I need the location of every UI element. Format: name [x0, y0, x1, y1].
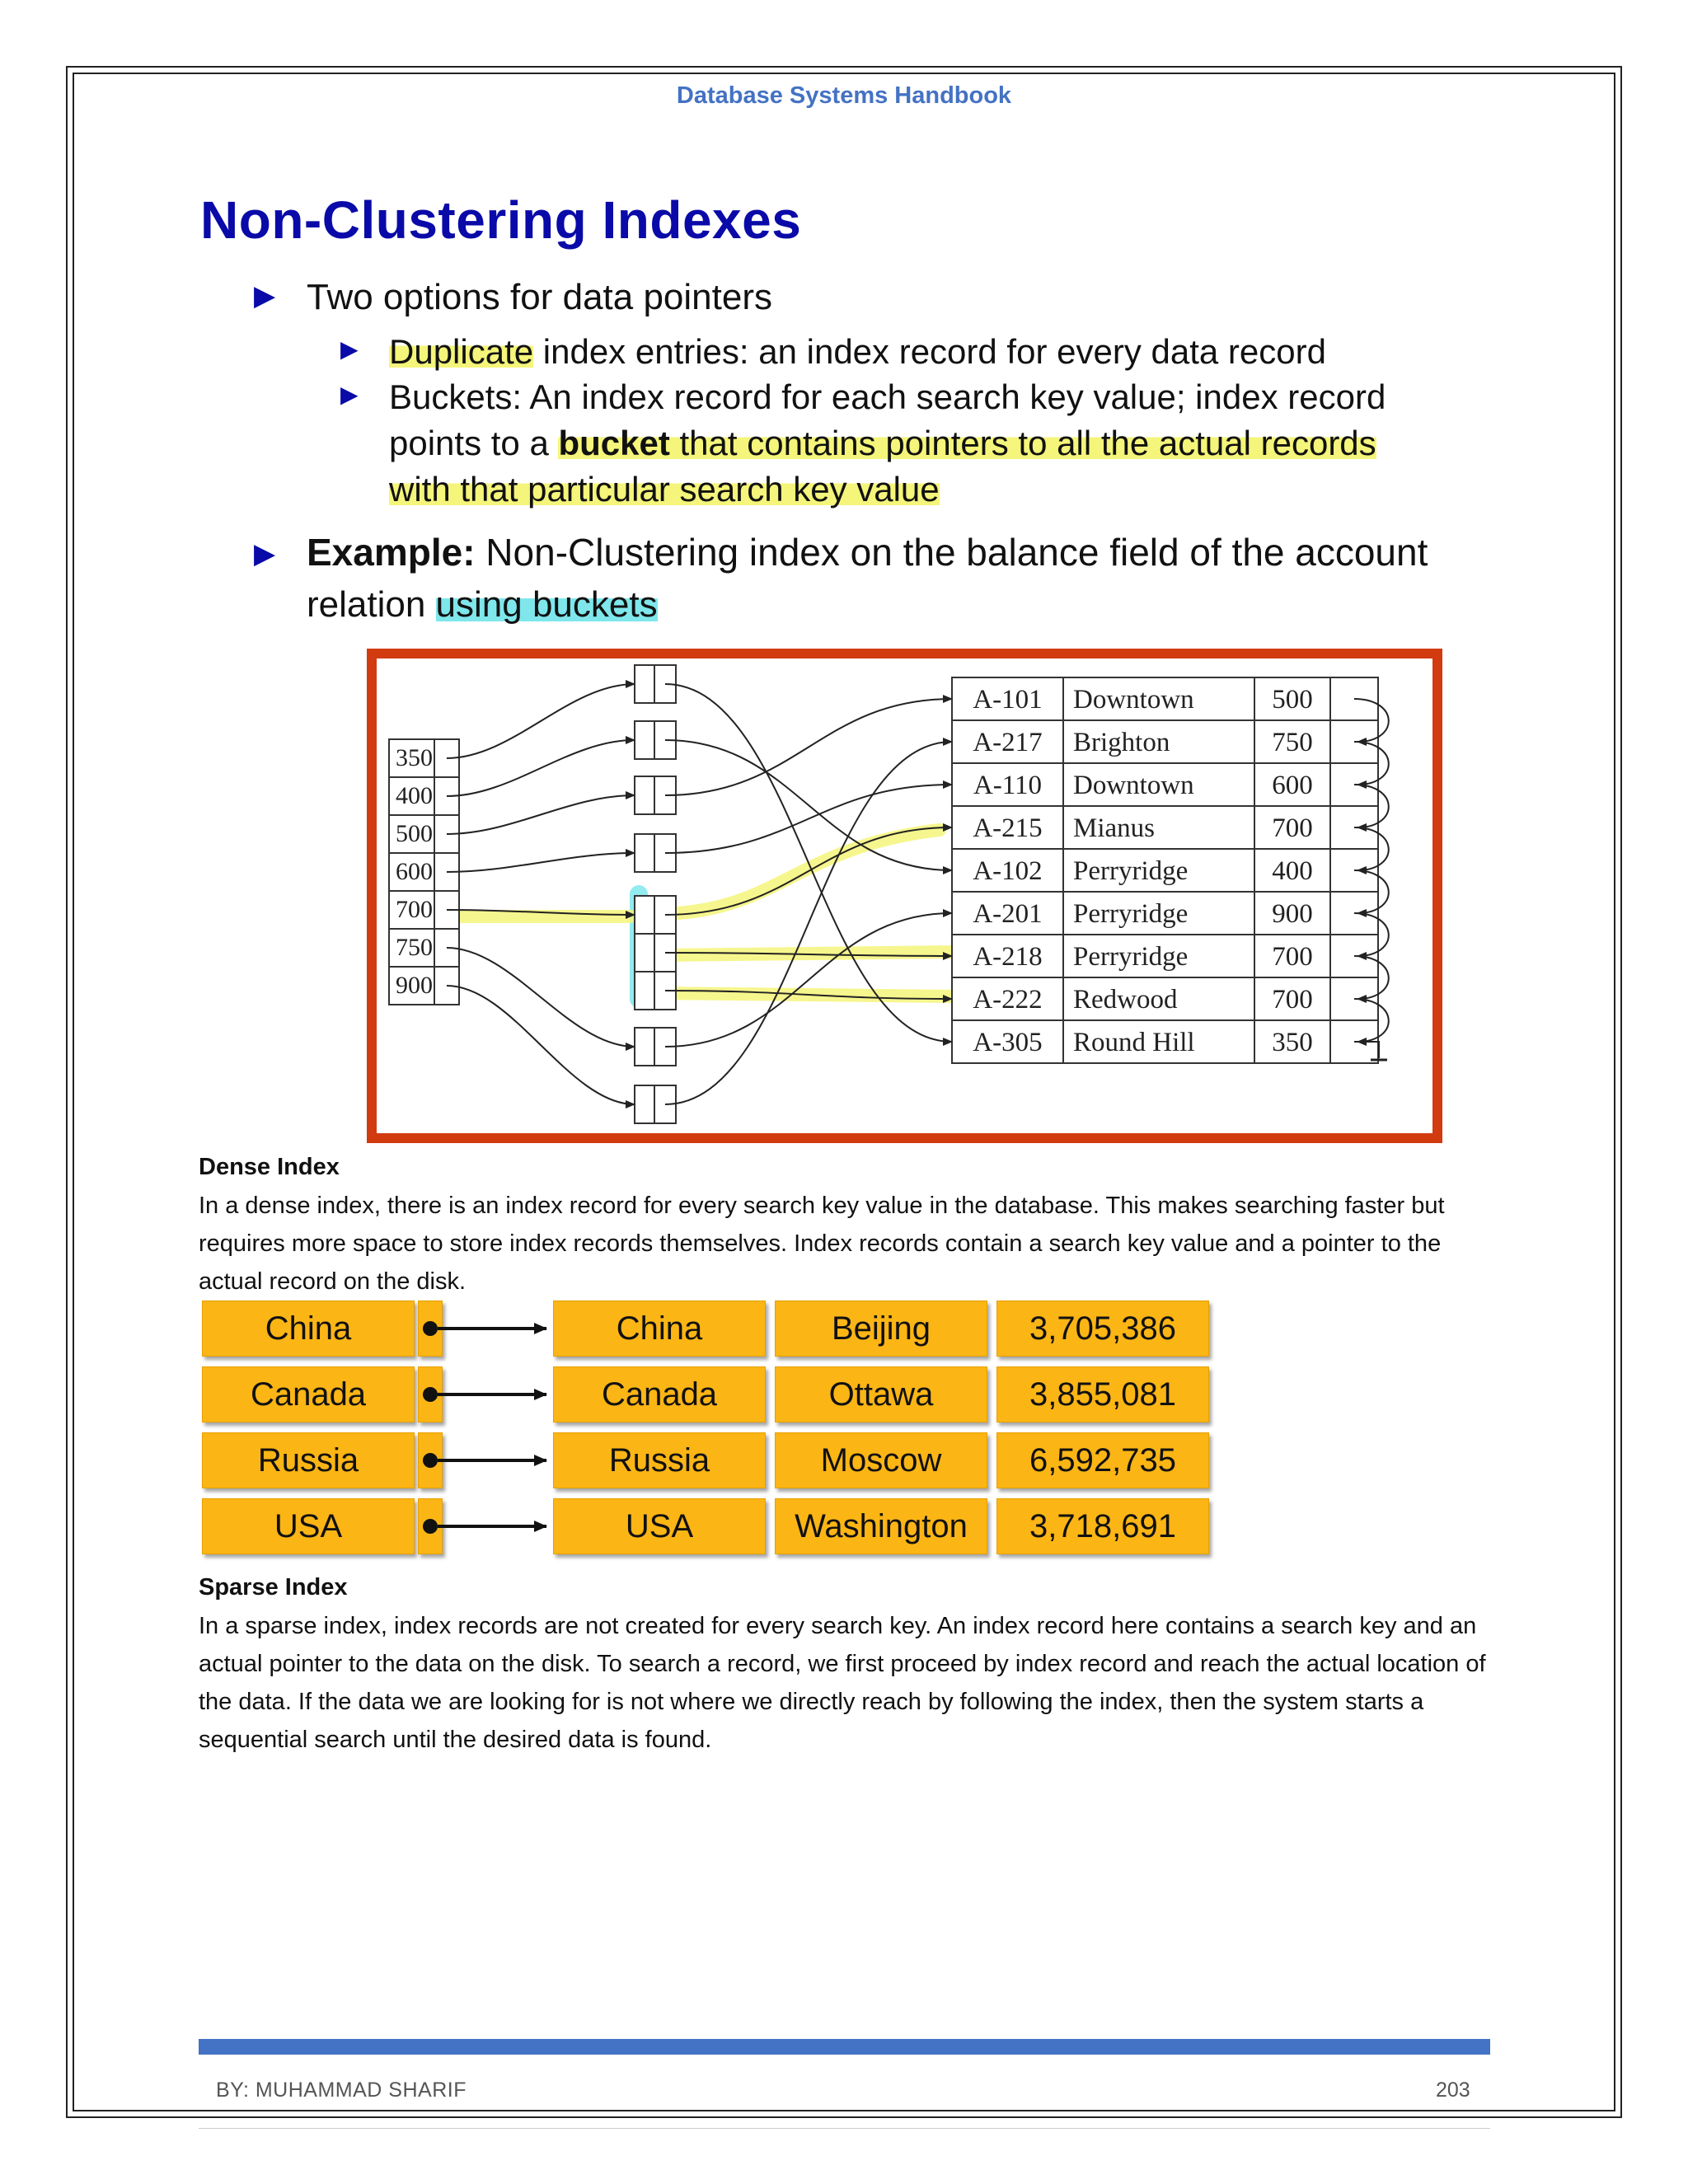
sub-bullet-duplicate [389, 329, 1326, 375]
sub-bullet-buckets-line2 [389, 420, 1376, 466]
dense-index-key: China [202, 1301, 415, 1357]
bucket-cell [635, 972, 654, 1010]
record-branch: Perryridge [1073, 899, 1189, 929]
record-balance: 750 [1272, 728, 1313, 757]
bullet-options: Two options for data pointers [307, 277, 772, 317]
sparse-index-text: In a sparse index, index records are not created for every search key. An index record here contains a search key and an actual pointer to the data on the disk. To search a record, we first proceed by index record and reach the actual location of the data. If the data we are looking for is not where we directly reach by following the index, then the system starts a sequential search until the desired data is found. [199, 1613, 1486, 1753]
dense-index-key: USA [202, 1498, 415, 1554]
example-label: Example: [307, 531, 476, 574]
bucket-cell [635, 721, 654, 759]
pointer-dot [423, 1321, 438, 1336]
bucket-cell [635, 934, 654, 972]
record-branch: Redwood [1073, 985, 1178, 1015]
dense-record-capital: Beijing [775, 1301, 987, 1357]
record-id: A-218 [973, 942, 1043, 972]
sub-bullet-buckets-pre: points to a [389, 424, 559, 462]
sub-bullet-buckets-line1: Buckets: An index record for each search key value; index record [389, 377, 1386, 416]
index-key-label: 500 [396, 820, 433, 847]
index-key-label: 350 [396, 744, 433, 771]
example-text: Non-Clustering index on the balance field of the account [475, 531, 1428, 574]
account-file [952, 677, 1378, 1063]
dense-record-country: USA [553, 1498, 766, 1554]
bucket-cell [635, 896, 654, 934]
bucket-cell [635, 776, 654, 814]
dense-record-country: Russia [553, 1432, 766, 1488]
slide-title: Non-Clustering Indexes [200, 190, 802, 250]
dense-index-text: In a dense index, there is an index record for every search key value in the database. This makes searching faster but requires more space to store index records themselves. Index records contain a search key value and a pointer to the actual record on the disk. [199, 1193, 1445, 1295]
dense-record-value: 3,855,081 [996, 1366, 1209, 1422]
bucket-cell [635, 1028, 654, 1066]
dense-arrows [202, 1301, 1216, 1564]
record-balance: 600 [1272, 771, 1313, 800]
sub-bullet-triangle-icon: ▶ [340, 382, 359, 407]
dense-record-country: China [553, 1301, 766, 1357]
bucket-index-diagram [367, 649, 1442, 1143]
bucket-bold: bucket [558, 424, 670, 462]
page-number: 203 [1436, 2079, 1470, 2102]
dense-record-value: 6,592,735 [996, 1432, 1209, 1488]
highlight-using-buckets: using buckets [435, 584, 658, 625]
record-branch: Brighton [1073, 728, 1170, 757]
record-id: A-305 [973, 1028, 1043, 1057]
index-key-label: 750 [396, 934, 433, 961]
bottom-rule [199, 2128, 1490, 2129]
index-key-label: 600 [396, 858, 433, 885]
sub-bullet-duplicate-text: index entries: an index record for every data record [533, 332, 1326, 371]
dense-record-country: Canada [553, 1366, 766, 1422]
pointer-dot [423, 1519, 438, 1534]
record-branch: Perryridge [1073, 856, 1189, 886]
record-balance: 350 [1272, 1028, 1313, 1057]
bucket-cell [635, 665, 654, 703]
dense-index-key: Russia [202, 1432, 415, 1488]
record-balance: 500 [1272, 685, 1313, 715]
dense-index-key: Canada [202, 1366, 415, 1422]
record-id: A-101 [973, 685, 1043, 715]
dense-record-capital: Washington [775, 1498, 987, 1554]
record-branch: Round Hill [1073, 1028, 1195, 1057]
record-balance: 900 [1272, 899, 1313, 929]
example-line1 [307, 529, 1428, 575]
index-key-label: 700 [396, 896, 433, 923]
record-balance: 700 [1272, 813, 1313, 843]
dense-record-capital: Moscow [775, 1432, 987, 1488]
record-id: A-215 [973, 813, 1043, 843]
index-key-label: 900 [396, 972, 433, 999]
pointer-dot [423, 1453, 438, 1468]
record-branch: Downtown [1073, 771, 1194, 800]
bucket-cell [635, 834, 654, 872]
highlight-bucket-tail: that contains pointers to all the actual records [669, 424, 1376, 462]
pointer-dot [423, 1387, 438, 1402]
record-id: A-102 [973, 856, 1043, 886]
record-id: A-201 [973, 899, 1043, 929]
record-id: A-110 [973, 771, 1043, 800]
dense-index-figure [202, 1301, 1216, 1564]
sub-bullet-buckets-line3 [389, 466, 940, 513]
example-line2 [307, 582, 658, 628]
example-line2-pre: relation [307, 584, 436, 625]
dense-record-capital: Ottawa [775, 1366, 987, 1422]
record-branch: Mianus [1073, 813, 1155, 843]
footer-author: BY: MUHAMMAD SHARIF [216, 2079, 467, 2102]
record-branch: Perryridge [1073, 942, 1189, 972]
running-header: Database Systems Handbook [676, 82, 1012, 109]
bucket-cell [635, 1085, 654, 1123]
record-id: A-217 [973, 728, 1043, 757]
index-key-label: 400 [396, 782, 433, 809]
footer-bar [199, 2039, 1490, 2055]
dense-record-value: 3,705,386 [996, 1301, 1209, 1357]
record-balance: 700 [1272, 942, 1313, 972]
dense-record-value: 3,718,691 [996, 1498, 1209, 1554]
sparse-index-heading: Sparse Index [199, 1574, 348, 1601]
highlight-duplicate: Duplicate [389, 332, 534, 371]
sub-bullet-triangle-icon: ▶ [340, 336, 359, 362]
bullet-triangle-icon: ▶ [254, 280, 276, 312]
record-balance: 400 [1272, 856, 1313, 886]
dense-index-heading: Dense Index [199, 1154, 340, 1180]
record-branch: Downtown [1073, 685, 1194, 715]
record-balance: 700 [1272, 985, 1313, 1015]
record-id: A-222 [973, 985, 1043, 1015]
bullet-triangle-icon: ▶ [254, 538, 276, 569]
highlight-search-key: with that particular search key value [389, 470, 940, 509]
